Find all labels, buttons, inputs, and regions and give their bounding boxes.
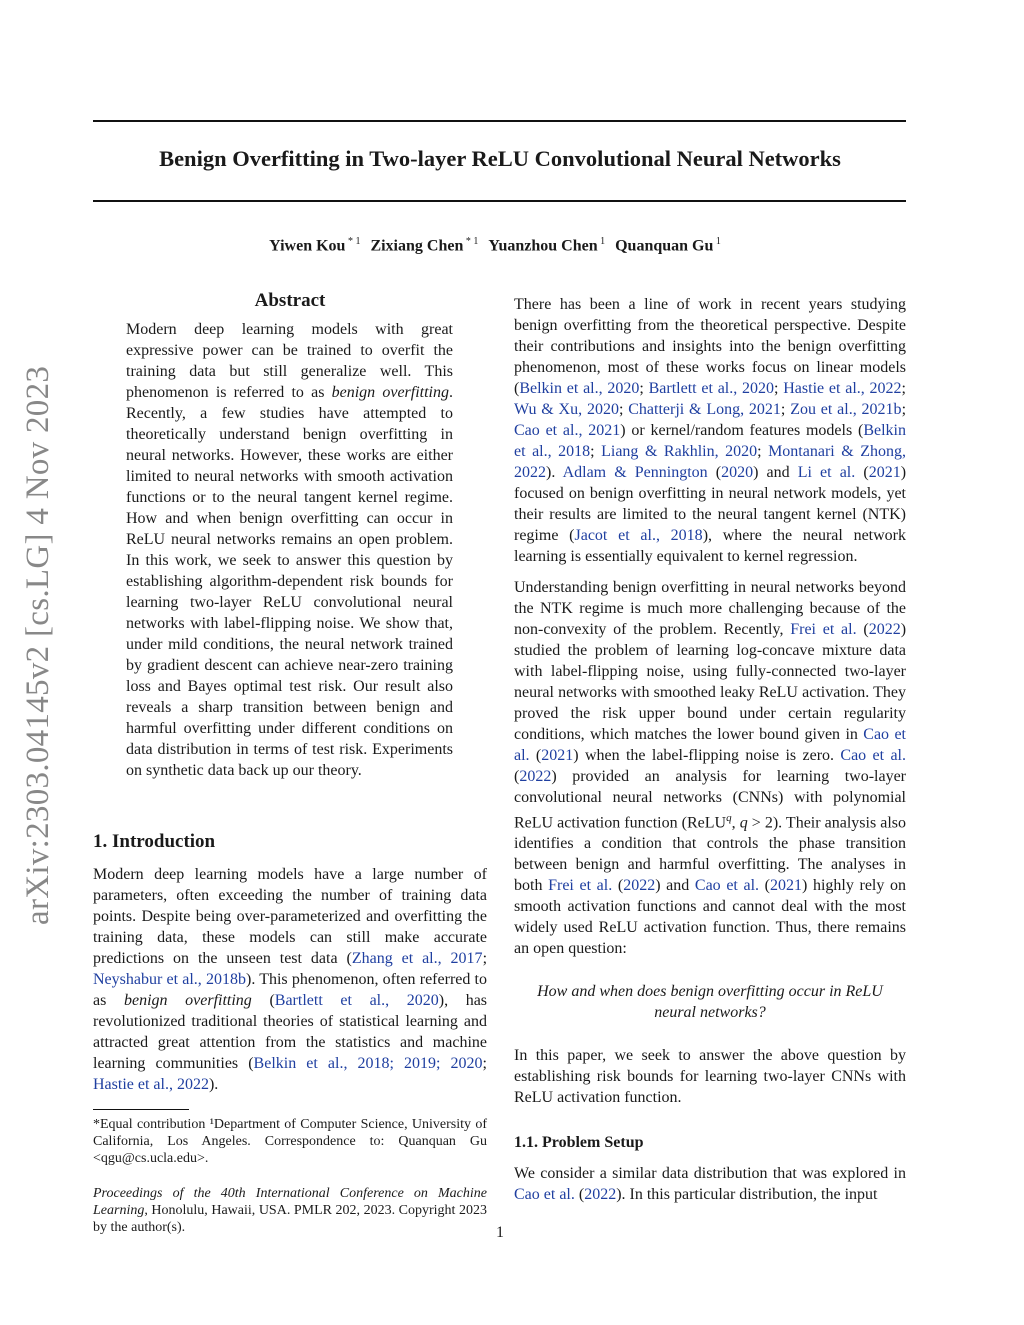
text-run: ( [529, 747, 542, 764]
citation-link[interactable]: Belkin et al., 2018; 2019; 2020 [253, 1055, 483, 1072]
text-run: , [731, 814, 740, 832]
citation-link[interactable]: 2022 [868, 621, 901, 638]
text-run: ( [514, 768, 520, 785]
text-run: ( [856, 621, 869, 638]
citation-link[interactable]: 2022 [623, 877, 656, 895]
paragraph [93, 864, 487, 1095]
citation-link[interactable]: 2021 [770, 877, 803, 895]
citation-link[interactable]: Bartlett et al., 2020 [274, 992, 439, 1009]
paper-title: Benign Overfitting in Two-layer ReLU Convolutional Neural Networks [159, 146, 841, 171]
text-run: There has been a line of work in recent years studying benign overfitting from the theoretical perspective. Despite their contributions and insights into the benign overfitting phenomenon, most of these works focus on linear models ( [514, 296, 906, 397]
citation-link[interactable]: 2022 [519, 768, 552, 785]
citation-link[interactable]: Hastie et al., 2022 [93, 1076, 209, 1093]
text-run: ) or kernel/random features models ( [620, 422, 864, 439]
citation-link[interactable]: Adlam & Pennington [562, 464, 708, 481]
introduction-heading: 1. Introduction [93, 831, 216, 852]
related-work-body [514, 294, 906, 959]
text-run: Understanding benign overfitting in neural networks beyond the NTK regime is much more challenging because of the non-convexity of the problem. Recently, [514, 579, 906, 638]
text-run: ; [757, 443, 769, 460]
paragraph [514, 1045, 906, 1108]
author-name: Zixiang Chen [370, 237, 464, 255]
introduction-body [93, 864, 487, 1095]
text-run: ; [590, 443, 602, 460]
citation-link[interactable]: Chatterji & Long, 2021 [628, 401, 781, 418]
citation-link[interactable]: Belkin et al., 2020 [519, 380, 640, 397]
citation-link[interactable]: Neyshabur et al., 2018b [93, 971, 246, 988]
title-bottom-rule [93, 200, 906, 202]
superscript: q [726, 812, 732, 824]
citation-link[interactable]: Cao et al. [514, 1186, 575, 1204]
abstract-heading: Abstract [254, 290, 326, 311]
citation-link[interactable]: Belkin et al., 2018 [514, 422, 906, 460]
citation-link[interactable]: 2022 [584, 1186, 617, 1204]
citation-link[interactable]: Cao et al., 2021 [514, 422, 621, 439]
emphasis-text: q [739, 814, 748, 832]
top-rule [93, 120, 906, 122]
citation-link[interactable]: Liang & Rakhlin, 2020 [601, 443, 758, 460]
citation-link[interactable]: 2021 [868, 464, 901, 481]
page-number: 1 [496, 1224, 504, 1241]
text-run: In this paper, we seek to answer the above question by establishing risk bounds for learning two-layer CNNs with ReLU activation function. [514, 1047, 906, 1107]
text-run: ). [208, 1076, 219, 1093]
paragraph [514, 1163, 906, 1205]
text-run: ) highly rely on smooth activation functions and cannot deal with the most widely used ReLU activation function. Thus, there remains an open question: [514, 877, 907, 958]
problem-setup-body [514, 1163, 906, 1205]
text-run: ; [482, 1055, 487, 1072]
citation-link[interactable]: 2021 [541, 747, 574, 764]
citation-link[interactable]: 2020 [721, 464, 754, 481]
text-run: ; [482, 950, 488, 967]
text-run: ). [546, 464, 563, 481]
text-run: > 2). Their analysis also identifies a condition that controls the phase transition between benign and harmful overfitting. The analyses in both [514, 814, 907, 895]
citation-link[interactable]: Cao et al. [694, 877, 760, 895]
text-run: We consider a similar data distribution that was explored in [514, 1165, 906, 1183]
citation-link[interactable]: Zou et al., 2021b [790, 401, 902, 418]
proceedings-details: , Honolulu, Hawaii, USA. PMLR 202, 2023. Copyright 2023 by the author(s). [93, 1203, 487, 1235]
text-run: ; [901, 401, 907, 418]
text-run: ) and [753, 464, 798, 481]
citation-link[interactable]: Li et al. [797, 464, 856, 481]
text-run: ) provided an analysis for learning two-layer convolutional neural networks (CNNs) with polynomial ReLU activation function (ReLU [514, 768, 906, 832]
text-run: ( [574, 1186, 585, 1204]
text-run: . Recently, a few studies have attempted to theoretically understand benign overfitting in neural networks. However, these works are either limited to neural networks with smooth activation functions or to the neural tangent kernel regime. How and when benign overfitting can occur in ReLU neural networks remains an open problem. In this work, we seek to answer this question by establishing algorithm-dependent risk bounds for learning two-layer ReLU convolutional neural networks with label-flipping noise. We show that, under mild conditions, the neural network trained by gradient descent can achieve near-zero training loss and Bayes optimal test risk. Our result also reveals a sharp transition between benign and harmful overfitting under different conditions on data distribution in terms of test risk. Experiments on synthetic data back up our theory. [126, 384, 453, 779]
footnote-contribution: *Equal contribution ¹Department of Computer Science, University of California, Los Angeles. Correspondence to: Quanquan Gu <qgu@cs.ucla.edu>. [93, 1117, 487, 1166]
proceedings-venue: Proceedings of the 40th International Conference on Machine Learning [93, 1186, 487, 1218]
right-column [514, 294, 906, 1215]
text-run: ( [759, 877, 771, 895]
citation-link[interactable]: Bartlett et al., 2020 [648, 380, 775, 397]
author-name: Yiwen Kou [269, 237, 346, 255]
text-run: ; [774, 380, 784, 397]
citation-link[interactable]: Hastie et al., 2022 [783, 380, 902, 397]
citation-link[interactable]: Frei et al. [790, 621, 857, 638]
text-run: ) studied the problem of learning log-concave mixture data with label-flipping noise, using fully-connected two-layer neural networks with smoothed leaky ReLU activation. They proved the risk upper bound under certain regularity conditions, which matches the lower bound given in [514, 621, 907, 743]
author-name: Yuanzhou Chen [488, 237, 598, 255]
text-run: Modern deep learning models with great expressive power can be trained to overfit the training data but still generalize well. This phenomenon is referred to as [126, 321, 453, 401]
author-affiliation-mark: 1 [713, 236, 721, 247]
contribution-body [514, 1045, 906, 1108]
text-run: ; [780, 401, 791, 418]
footnote-rule [93, 1109, 189, 1110]
text-run: ; [639, 380, 649, 397]
text-run: ) when the label-flipping noise is zero. [573, 747, 841, 764]
text-run: ( [612, 877, 624, 895]
author-affiliation-mark: 1 [597, 236, 606, 247]
emphasis-text: benign overfitting [123, 992, 252, 1009]
citation-link[interactable]: Cao et al. [840, 747, 907, 764]
citation-link[interactable]: Zhang et al., 2017 [351, 950, 483, 967]
text-run: ) focused on benign overfitting in neural network models, yet their results are limited to the neural tangent kernel (NTK) regime ( [514, 464, 907, 544]
research-question: How and when does benign overfitting occur in ReLU neural networks? [537, 983, 883, 1022]
text-run: ( [855, 464, 869, 481]
text-run: ), has revolutionized traditional theories of statistical learning and attracted great attention from the statistics and machine learning communities ( [93, 992, 488, 1072]
citation-link[interactable]: Cao et al. [514, 726, 906, 764]
text-run: ). This phenomenon, often referred to as [93, 971, 488, 1009]
text-run: ( [707, 464, 722, 481]
author-name: Quanquan Gu [615, 237, 714, 255]
author-affiliation-mark: * 1 [463, 236, 479, 247]
problem-setup-heading: 1.1. Problem Setup [514, 1134, 644, 1152]
citation-link[interactable]: Montanari & Zhong, 2022 [514, 443, 906, 481]
citation-link[interactable]: Frei et al. [548, 877, 613, 895]
text-run: ), where the neural network learning is essentially equivalent to kernel regression. [514, 527, 907, 565]
paragraph [126, 319, 453, 781]
emphasis-text: benign overfitting [331, 384, 449, 401]
text-run: Modern deep learning models have a large number of parameters, often exceeding the number of training data points. Despite being over-parameterized and overfitting the training data, these models can still make accurate predictions on the unseen test data ( [93, 866, 487, 967]
citation-link[interactable]: Jacot et al., 2018 [574, 527, 703, 544]
abstract-body [126, 319, 453, 781]
arxiv-stamp: arXiv:2303.04145v2 [cs.LG] 4 Nov 2023 [20, 365, 56, 925]
author-affiliation-mark: * 1 [345, 236, 361, 247]
text-run: ; [901, 380, 906, 397]
text-run: ) and [655, 877, 695, 895]
paragraph [514, 577, 906, 959]
text-run: ). In this particular distribution, the input [616, 1186, 878, 1204]
text-run: ; [618, 401, 629, 418]
left-column [93, 290, 487, 1236]
text-run: ( [251, 992, 275, 1009]
paragraph [514, 294, 906, 567]
citation-link[interactable]: Wu & Xu, 2020 [514, 401, 619, 418]
author-list [0, 236, 1000, 255]
